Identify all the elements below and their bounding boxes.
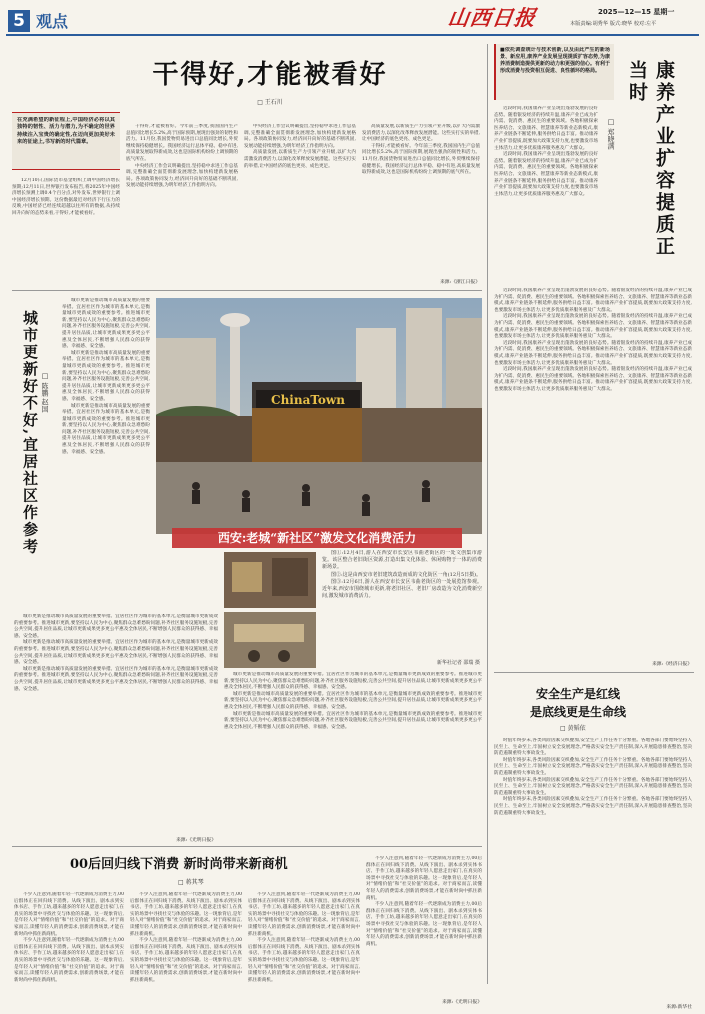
- photo-credit: 新华社记者 邵瑞 摄: [436, 660, 480, 666]
- kangyang-author: □ 郑晓满: [607, 118, 615, 150]
- zero-body-col1: 不少人注意到,随着年轻一代逐渐成为消费主力,00后群体正在回归线下消费。从线下演出、剧本杀到实体书店、手作工坊,越来越多的年轻人愿意走出家门,在真实的场景中寻找社交与体验的乐趣。这一现象背后,是年轻人对“情绪价值”和“社交价值”的追求。对于商家而言,读懂年轻人的消费需求,创新消费场景,才能在新时尚中抓住新商机。 不少人注意到,随着年轻一代逐渐成为消费主力,00后群体正在回归线下消费。从线下演出、剧本杀到实体书店、手作工坊,越来越多的年轻人愿意走出家门,在真实的场景中寻找社交与体验的乐趣。这一现象背后,是年轻人对“情绪价值”和“社交价值”的追求。对于商家而言,读懂年轻人的消费需求,创新消费场景,才能在新时尚中抓住新商机。: [14, 892, 124, 983]
- anquan-author: □ 黄韬依: [560, 725, 586, 732]
- section-name: 观点: [36, 12, 69, 31]
- main-body-col4: 高质量发展,以新质生产力引领产业升级,以扩大内需激发消费活力,以深化改革释放发展潜能。这些实打实的举措,让中国经济的底色更亮、成色更足。 干得好,才能被看好。今年前三季度,我国国内生产总值同比增长5.2%,高于国际预期,展现出强劲的韧性和活力。11月份,我国货物贸易进出口总值同比增长,外贸继续保持稳健增长。我国经济运行总体平稳、稳中有进,高质量发展取得新成效,这也是国际机构纷纷上调预期的底气所在。: [362, 124, 480, 176]
- divider-lower-section: [12, 846, 482, 847]
- divider-main-bottom: [12, 290, 482, 291]
- newspaper-logo: 山西日报: [446, 5, 538, 30]
- main-author: □ 王石川: [257, 99, 283, 106]
- city-headline: 城市更新好不好,宜居社区作参考: [21, 310, 39, 556]
- masthead-rule: [6, 34, 699, 36]
- city-author: □ 陈鹏 赵国: [41, 372, 49, 413]
- photo-caption-text: 图①:12月4日,游人在西安市长安区韦曲老街区的一处文创集市游览。该区整合老旧街区资源,打造出集文化体验、休闲购物于一体的消费新场景。 图②:这是由西安市老旧建筑改造而成的文化街区一角(12月5日摄)。 图③:12月6日,游人在西安市长安区韦曲老街区的一处展览馆参观。近年来,西安市围绕城市更新,将老旧社区、老旧厂房改造为文化消费新空间,激发城市消费活力。: [322, 550, 482, 600]
- city-source: 来源:《光明日报》: [176, 838, 216, 843]
- zero-body-col4: 不少人注意到,随着年轻一代逐渐成为消费主力,00后群体正在回归线下消费。从线下演出、剧本杀到实体书店、手作工坊,越来越多的年轻人愿意走出家门,在真实的场景中寻找社交与体验的乐趣。这一现象背后,是年轻人对“情绪价值”和“社交价值”的追求。对于商家而言,读懂年轻人的消费需求,创新消费场景,才能在新时尚中抓住新商机。 不少人注意到,随着年轻一代逐渐成为消费主力,00后群体正在回归线下消费。从线下演出、剧本杀到实体书店、手作工坊,越来越多的年轻人愿意走出家门,在真实的场景中寻找社交与体验的乐趣。这一现象背后,是年轻人对“情绪价值”和“社交价值”的追求。对于商家而言,读懂年轻人的消费需求,创新消费场景,才能在新时尚中抓住新商机。: [366, 856, 482, 947]
- anquan-headline-1: 安全生产是红线: [536, 687, 621, 701]
- zero-source: 来源:《光明日报》: [442, 1000, 482, 1005]
- masthead: [0, 0, 705, 38]
- main-body-col3: 中央经济工作会议明确提出,坚持稳中求进工作总基调,完整准确全面贯彻新发展理念,加快构建新发展格局。各项政策协同发力,经济回升向好的基础不断巩固,发展动能持续增强,为明年经济工作指明方向。 高质量发展,以新质生产力引领产业升级,以扩大内需激发消费活力,以深化改革释放发展潜能。这些实打实的举措,让中国经济的底色更亮、成色更足。: [244, 124, 356, 169]
- shop-sign: ChinaTown: [271, 393, 345, 407]
- photo-secondary-1: [224, 552, 316, 608]
- zero-body-col3: 不少人注意到,随着年轻一代逐渐成为消费主力,00后群体正在回归线下消费。从线下演出、剧本杀到实体书店、手作工坊,越来越多的年轻人愿意走出家门,在真实的场景中寻找社交与体验的乐趣。这一现象背后,是年轻人对“情绪价值”和“社交价值”的追求。对于商家而言,读懂年轻人的消费需求,创新消费场景,才能在新时尚中抓住新商机。 不少人注意到,随着年轻一代逐渐成为消费主力,00后群体正在回归线下消费。从线下演出、剧本杀到实体书店、手作工坊,越来越多的年轻人愿意走出家门,在真实的场景中寻找社交与体验的乐趣。这一现象背后,是年轻人对“情绪价值”和“社交价值”的追求。对于商家而言,读懂年轻人的消费需求,创新消费场景,才能在新时尚中抓住新商机。: [248, 892, 360, 983]
- kangyang-source: 来源:《经济日报》: [652, 662, 692, 667]
- kangyang-body-a: 近段时间,我国康养产业呈现出蓬勃发展的良好态势。随着银发经济的持续升温,康养产业已成为扩内需、促消费、惠民生的重要领域。各地积极探索医养结合、文旅康养、智慧康养等新业态新模式,康养产业链条不断延伸,服务供给日益丰富。推动康养产业扩容提质,既要加大政策支持力度,也要激发市场主体活力,让更多优质康养服务惠及广大群众。 近段时间,我国康养产业呈现出蓬勃发展的良好态势。随着银发经济的持续升温,康养产业已成为扩内需、促消费、惠民生的重要领域。各地积极探索医养结合、文旅康养、智慧康养等新业态新模式,康养产业链条不断延伸,服务供给日益丰富。推动康养产业扩容提质,既要加大政策支持力度,也要激发市场主体活力,让更多优质康养服务惠及广大群众。: [494, 106, 598, 197]
- callout-box: [494, 44, 614, 100]
- main-lead-box: [12, 112, 120, 170]
- middle-body-below-photo: 城市更新是推动城市高质量发展的重要举措。宜居社区作为城市的基本单元,是衡量城市更新成效的重要参考。推进城市更新,要坚持以人民为中心,聚焦群众急难愁盼问题,补齐社区服务设施短板,完善公共空间,提升居住品质,让城市更新成果更多更公平惠及全体居民,不断增强人民群众的获得感、幸福感、安全感。 城市更新是推动城市高质量发展的重要举措。宜居社区作为城市的基本单元,是衡量城市更新成效的重要参考。推进城市更新,要坚持以人民为中心,聚焦群众急难愁盼问题,补齐社区服务设施短板,完善公共空间,提升居住品质,让城市更新成果更多更公平惠及全体居民,不断增强人民群众的获得感、幸福感、安全感。 城市更新是推动城市高质量发展的重要举措。宜居社区作为城市的基本单元,是衡量城市更新成效的重要参考。推进城市更新,要坚持以人民为中心,聚焦群众急难愁盼问题,补齐社区服务设施短板,完善公共空间,提升居住品质,让城市更新成果更多更公平惠及全体居民,不断增强人民群众的获得感、幸福感、安全感。: [224, 672, 482, 730]
- zero-body-col2: 不少人注意到,随着年轻一代逐渐成为消费主力,00后群体正在回归线下消费。从线下演出、剧本杀到实体书店、手作工坊,越来越多的年轻人愿意走出家门,在真实的场景中寻找社交与体验的乐趣。这一现象背后,是年轻人对“情绪价值”和“社交价值”的追求。对于商家而言,读懂年轻人的消费需求,创新消费场景,才能在新时尚中抓住新商机。 不少人注意到,随着年轻一代逐渐成为消费主力,00后群体正在回归线下消费。从线下演出、剧本杀到实体书店、手作工坊,越来越多的年轻人愿意走出家门,在真实的场景中寻找社交与体验的乐趣。这一现象背后,是年轻人对“情绪价值”和“社交价值”的追求。对于商家而言,读懂年轻人的消费需求,创新消费场景,才能在新时尚中抓住新商机。: [130, 892, 242, 983]
- anquan-source: 来源:新华社: [666, 1005, 692, 1010]
- page-number-badge: 5: [8, 10, 30, 32]
- photo-secondary-2: [224, 612, 316, 668]
- zero-headline: 00后回归线下消费 新时尚带来新商机: [70, 857, 288, 872]
- callout-text: ■依托调查统计与技术创新,以及由此产生的新场景、新应用,康养产业发展呈现提质扩容态势,为康养消费制造提供更新的动力和更强的信心。有利于形成消费与投资相互促进、良性循环的格局。: [500, 47, 610, 74]
- photo-caption-title: 西安:老城“新社区”激发文化消费活力: [172, 528, 462, 548]
- city-body-a: 城市更新是推动城市高质量发展的重要举措。宜居社区作为城市的基本单元,是衡量城市更新成效的重要参考。推进城市更新,要坚持以人民为中心,聚焦群众急难愁盼问题,补齐社区服务设施短板,完善公共空间,提升居住品质,让城市更新成果更多更公平惠及全体居民,不断增强人民群众的获得感、幸福感、安全感。 城市更新是推动城市高质量发展的重要举措。宜居社区作为城市的基本单元,是衡量城市更新成效的重要参考。推进城市更新,要坚持以人民为中心,聚焦群众急难愁盼问题,补齐社区服务设施短板,完善公共空间,提升居住品质,让城市更新成果更多更公平惠及全体居民,不断增强人民群众的获得感、幸福感、安全感。 城市更新是推动城市高质量发展的重要举措。宜居社区作为城市的基本单元,是衡量城市更新成效的重要参考。推进城市更新,要坚持以人民为中心,聚焦群众急难愁盼问题,补齐社区服务设施短板,完善公共空间,提升居住品质,让城市更新成果更多更公平惠及全体居民,不断增强人民群众的获得感、幸福感、安全感。: [62, 298, 150, 455]
- anquan-body: 时值年终岁末,各类风险因素交织叠加,安全生产工作任务十分繁重。各地各部门要始终坚持人民至上、生命至上,牢固树立安全发展理念,严格落实安全生产责任制,深入开展隐患排查整治,坚决防范遏制重特大事故发生。 时值年终岁末,各类风险因素交织叠加,安全生产工作任务十分繁重。各地各部门要始终坚持人民至上、生命至上,牢固树立安全发展理念,严格落实安全生产责任制,深入开展隐患排查整治,坚决防范遏制重特大事故发生。 时值年终岁末,各类风险因素交织叠加,安全生产工作任务十分繁重。各地各部门要始终坚持人民至上、生命至上,牢固树立安全发展理念,严格落实安全生产责任制,深入开展隐患排查整治,坚决防范遏制重特大事故发生。 时值年终岁末,各类风险因素交织叠加,安全生产工作任务十分繁重。各地各部门要始终坚持人民至上、生命至上,牢固树立安全发展理念,严格落实安全生产责任制,深入开展隐患排查整治,坚决防范遏制重特大事故发生。: [494, 738, 692, 816]
- city-body-b: 城市更新是推动城市高质量发展的重要举措。宜居社区作为城市的基本单元,是衡量城市更新成效的重要参考。推进城市更新,要坚持以人民为中心,聚焦群众急难愁盼问题,补齐社区服务设施短板,完善公共空间,提升居住品质,让城市更新成果更多更公平惠及全体居民,不断增强人民群众的获得感、幸福感、安全感。 城市更新是推动城市高质量发展的重要举措。宜居社区作为城市的基本单元,是衡量城市更新成效的重要参考。推进城市更新,要坚持以人民为中心,聚焦群众急难愁盼问题,补齐社区服务设施短板,完善公共空间,提升居住品质,让城市更新成果更多更公平惠及全体居民,不断增强人民群众的获得感、幸福感、安全感。 城市更新是推动城市高质量发展的重要举措。宜居社区作为城市的基本单元,是衡量城市更新成效的重要参考。推进城市更新,要坚持以人民为中心,聚焦群众急难愁盼问题,补齐社区服务设施短板,完善公共空间,提升居住品质,让城市更新成果更多更公平惠及全体居民,不断增强人民群众的获得感、幸福感、安全感。: [14, 614, 218, 692]
- main-lead-text: 在充满希望的新征程上,中国经济必将以其独特的韧性、活力与潜力,为不确定的世界持续注入宝贵的确定性,在迈向更加美好未来的征途上,书写新的时代篇章。: [17, 117, 115, 146]
- divider-kangyang-bottom: [494, 672, 694, 673]
- kangyang-body-b: 近段时间,我国康养产业呈现出蓬勃发展的良好态势。随着银发经济的持续升温,康养产业已成为扩内需、促消费、惠民生的重要领域。各地积极探索医养结合、文旅康养、智慧康养等新业态新模式,康养产业链条不断延伸,服务供给日益丰富。推动康养产业扩容提质,既要加大政策支持力度,也要激发市场主体活力,让更多优质康养服务惠及广大群众。 近段时间,我国康养产业呈现出蓬勃发展的良好态势。随着银发经济的持续升温,康养产业已成为扩内需、促消费、惠民生的重要领域。各地积极探索医养结合、文旅康养、智慧康养等新业态新模式,康养产业链条不断延伸,服务供给日益丰富。推动康养产业扩容提质,既要加大政策支持力度,也要激发市场主体活力,让更多优质康养服务惠及广大群众。 近段时间,我国康养产业呈现出蓬勃发展的良好态势。随着银发经济的持续升温,康养产业已成为扩内需、促消费、惠民生的重要领域。各地积极探索医养结合、文旅康养、智慧康养等新业态新模式,康养产业链条不断延伸,服务供给日益丰富。推动康养产业扩容提质,既要加大政策支持力度,也要激发市场主体活力,让更多优质康养服务惠及广大群众。 近段时间,我国康养产业呈现出蓬勃发展的良好态势。随着银发经济的持续升温,康养产业已成为扩内需、促消费、惠民生的重要领域。各地积极探索医养结合、文旅康养、智慧康养等新业态新模式,康养产业链条不断延伸,服务供给日益丰富。推动康养产业扩容提质,既要加大政策支持力度,也要激发市场主体活力,让更多优质康养服务惠及广大群众。: [494, 288, 692, 392]
- main-body-col2: 干得好,才能被看好。今年前三季度,我国国内生产总值同比增长5.2%,高于国际预期,展现出强劲的韧性和活力。11月份,我国货物贸易进出口总值同比增长,外贸继续保持稳健增长。我国经济运行总体平稳、稳中有进,高质量发展取得新成效,这也是国际机构纷纷上调预期的底气所在。 中央经济工作会议明确提出,坚持稳中求进工作总基调,完整准确全面贯彻新发展理念,加快构建新发展格局。各项政策协同发力,经济回升向好的基础不断巩固,发展动能持续增强,为明年经济工作指明方向。: [126, 124, 238, 189]
- divider-right-column: [487, 44, 488, 984]
- kangyang-headline: 康养产业扩容提质正当时: [626, 60, 675, 258]
- zero-author: □ 蒋其琴: [178, 879, 204, 886]
- issue-date: 2025—12—15 星期一: [598, 8, 675, 16]
- main-body-col1: 12月10日,国际货币基金组织上调中国经济增长预期;12月11日,世界银行发布报告,将2025年中国经济增长预测上调0.4个百分点,对外发布,世界银行上调中国经济增长预期。这份数据最近对经济下行压力的反映,中国经济已经连续超越以往所有的数据,从持续回升向好的态势来看,干得好,才能被看好。: [12, 178, 120, 216]
- main-headline: 干得好,才能被看好: [152, 60, 388, 90]
- photo-main: [156, 298, 482, 534]
- main-source: 来源:《浙江日报》: [440, 280, 480, 285]
- anquan-headline-2: 是底线更是生命线: [530, 705, 627, 719]
- street-scene-illustration: [156, 298, 482, 534]
- editors-line: 本版责编:胡秀华 版式:晓华 校对:左平: [570, 21, 657, 27]
